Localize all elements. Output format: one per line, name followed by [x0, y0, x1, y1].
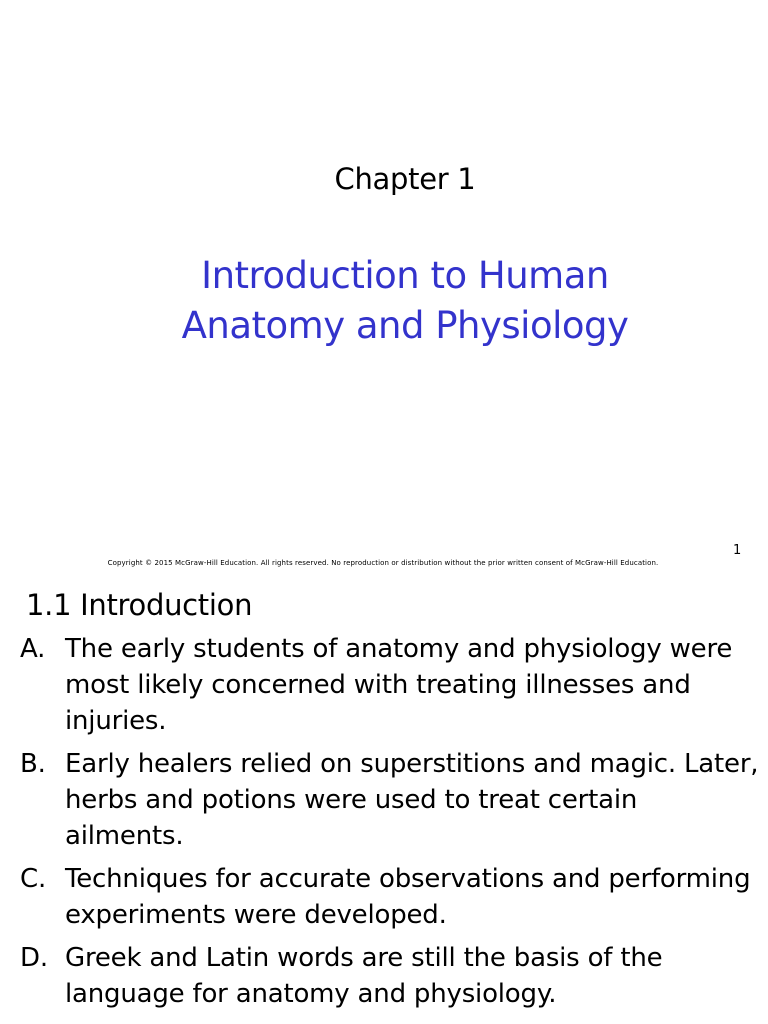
list-marker: C.: [20, 864, 47, 894]
slide-introduction: [0, 574, 768, 1024]
list-item-text: The early students of anatomy and physiology were most likely concerned with treating illnesses and injuries.: [65, 634, 733, 736]
list-marker: D.: [20, 943, 48, 973]
list-marker: A.: [20, 634, 46, 664]
copyright-notice: [0, 558, 768, 568]
list-item: [20, 631, 760, 739]
copyright-text: Copyright © 2015 McGraw-Hill Education. All rights reserved. No reproduction or distribution without the prior written consent of McGraw-Hill Education.: [107, 559, 659, 567]
list-item: [20, 940, 760, 1012]
bullet-list: [20, 631, 760, 1019]
list-item-text: Early healers relied on superstitions and magic. Later, herbs and potions were used to treat certain ailments.: [65, 749, 759, 851]
slide-title-line-1: Introduction to Human: [201, 254, 609, 297]
list-item-text: Greek and Latin words are still the basis of the language for anatomy and physiology.: [65, 943, 663, 1009]
slide-title: [0, 251, 768, 351]
slide-number: 1: [733, 543, 742, 558]
section-heading: 1.1 Introduction: [26, 588, 253, 622]
list-item-text: Techniques for accurate observations and performing experiments were developed.: [65, 864, 751, 930]
list-item: [20, 746, 760, 854]
list-item: [20, 861, 760, 933]
chapter-label: Chapter 1: [334, 162, 476, 196]
slide-title-line-2: Anatomy and Physiology: [181, 304, 629, 347]
list-marker: B.: [20, 749, 46, 779]
